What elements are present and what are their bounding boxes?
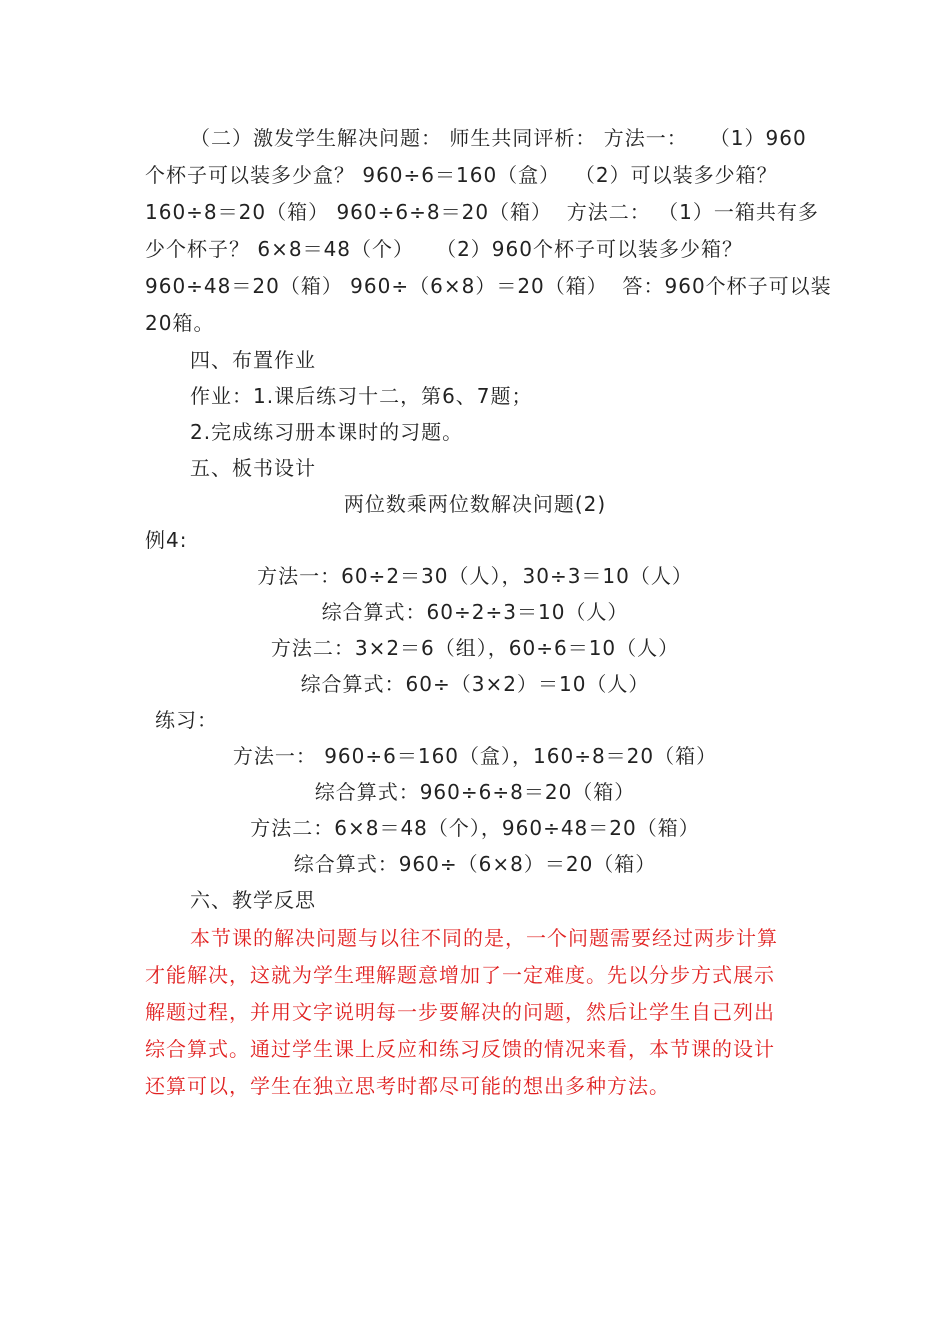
solving-line-3: 160÷8＝20（箱） 960÷6÷8＝20（箱） 方法二： （1）一箱共有多 bbox=[145, 200, 819, 224]
solving-line-5: 960÷48＝20（箱） 960÷（6×8）＝20（箱） 答：960个杯子可以装 bbox=[145, 274, 832, 298]
solving-line-2: 个杯子可以装多少盒？ 960÷6＝160（盒） （2）可以装多少箱？ bbox=[145, 163, 778, 187]
reflection-line-5: 还算可以，学生在独立思考时都尽可能的想出多种方法。 bbox=[145, 1074, 670, 1098]
practice-line-1: 方法一： 960÷6＝160（盒），160÷8＝20（箱） bbox=[232, 744, 718, 768]
practice-line-3: 方法二：6×8＝48（个），960÷48＝20（箱） bbox=[250, 816, 700, 840]
reflection-line-1: 本节课的解决问题与以往不同的是，一个问题需要经过两步计算 bbox=[190, 926, 778, 950]
example-label: 例4: bbox=[145, 528, 188, 552]
homework-item-1: 作业：1.课后练习十二，第6、7题； bbox=[190, 384, 533, 408]
reflection-line-2: 才能解决，这就为学生理解题意增加了一定难度。先以分步方式展示 bbox=[145, 963, 775, 987]
reflection-line-4: 综合算式。通过学生课上反应和练习反馈的情况来看，本节课的设计 bbox=[145, 1037, 775, 1061]
example-line-2: 综合算式：60÷2÷3＝10（人） bbox=[321, 600, 629, 624]
practice-label: 练习： bbox=[155, 708, 218, 732]
board-heading: 五、板书设计 bbox=[190, 456, 316, 480]
example-line-3: 方法二：3×2＝6（组），60÷6＝10（人） bbox=[270, 636, 680, 660]
example-line-4: 综合算式：60÷（3×2）＝10（人） bbox=[300, 672, 650, 696]
reflection-line-3: 解题过程，并用文字说明每一步要解决的问题，然后让学生自己列出 bbox=[145, 1000, 775, 1024]
solving-line-6: 20箱。 bbox=[145, 311, 215, 335]
practice-line-4: 综合算式：960÷（6×8）＝20（箱） bbox=[293, 852, 657, 876]
reflection-heading: 六、教学反思 bbox=[190, 888, 316, 912]
board-title: 两位数乘两位数解决问题(2) bbox=[343, 492, 607, 516]
homework-item-2: 2.完成练习册本课时的习题。 bbox=[190, 420, 464, 444]
example-line-1: 方法一：60÷2＝30（人），30÷3＝10（人） bbox=[257, 564, 693, 588]
practice-line-2: 综合算式：960÷6÷8＝20（箱） bbox=[314, 780, 636, 804]
solving-line-4: 少个杯子？ 6×8＝48（个） （2）960个杯子可以装多少箱？ bbox=[145, 237, 743, 261]
solving-line-1: （二）激发学生解决问题： 师生共同评析： 方法一： （1）960 bbox=[190, 126, 807, 150]
homework-heading: 四、布置作业 bbox=[190, 348, 316, 372]
